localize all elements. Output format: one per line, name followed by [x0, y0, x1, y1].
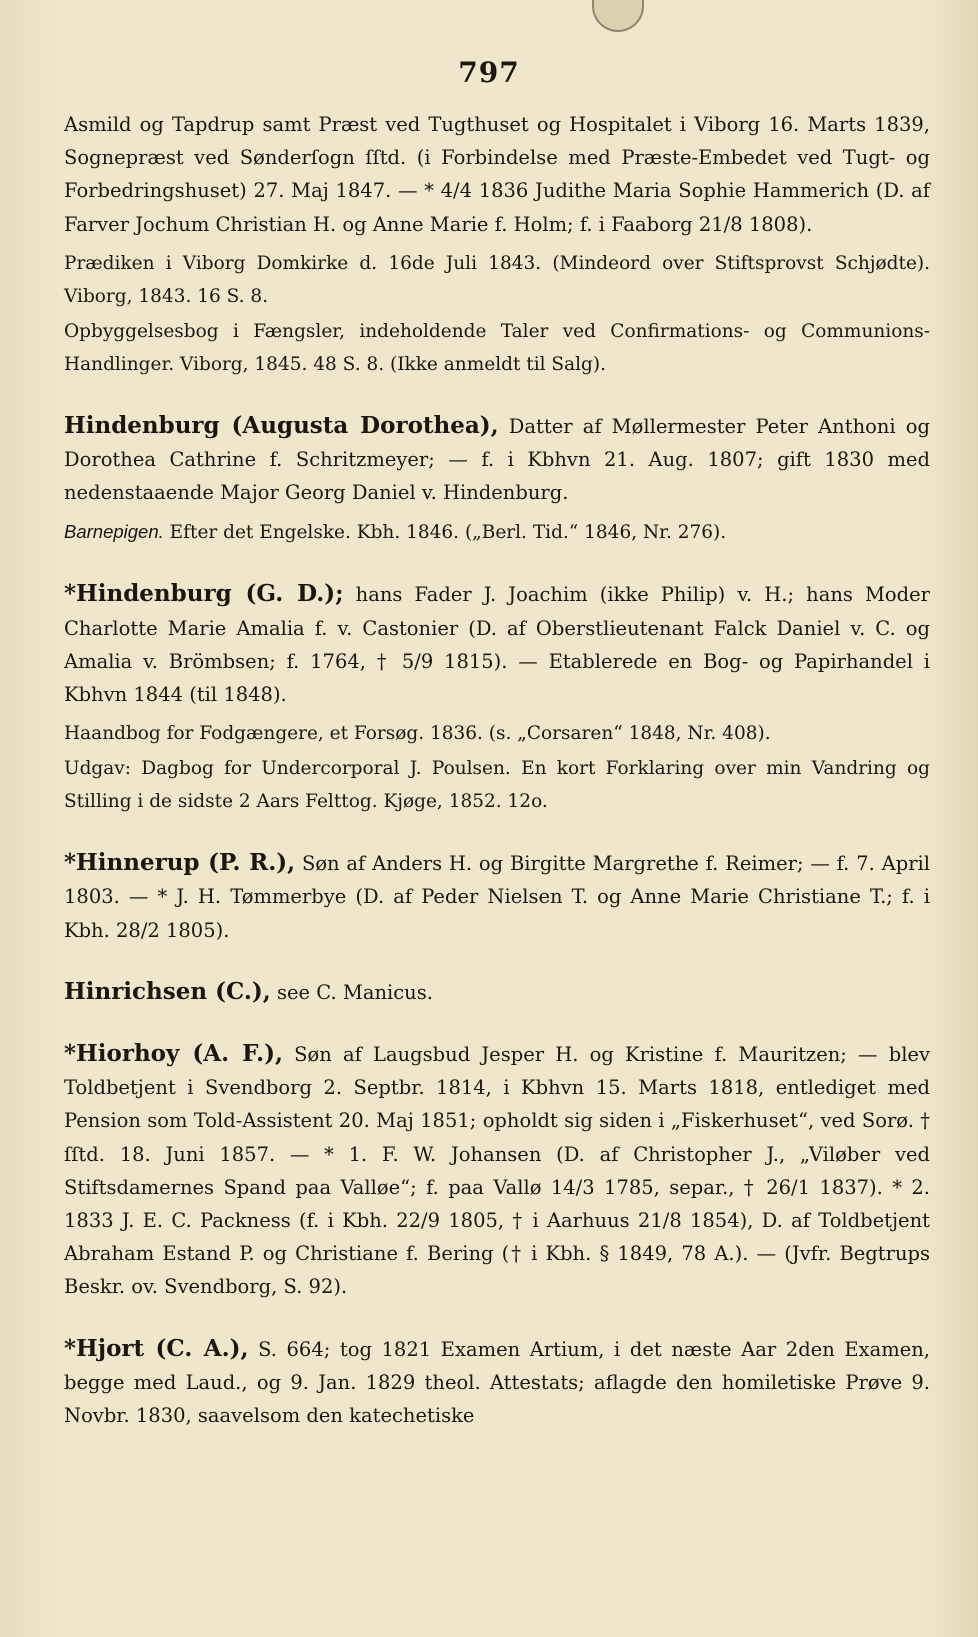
entry-text: hans Fader J. Joachim (ikke Philip) v. H.; hans Moder Charlotte Marie Amalia f. v. Castonier (D. af Oberstlieutenant Falck Daniel v. C. og Amalia v. Brömbsen; f. 1764, † 5/9 1815). — Etablerede en Bog- og Papirhandel i Kbhvn 1844 (til 1848). [64, 583, 930, 707]
entry-text: Søn af Laugsbud Jesper H. og Kristine f. Mauritzen; — blev Toldbetjent i Svendborg 2. Septbr. 1814, i Kbhvn 15. Marts 1818, entlediget med Pension som Told-Assistent 20. Maj 1851; opholdt sig siden i „Fiskerhuset“, ved Sorø. † ſſtd. 18. Juni 1857. — * 1. F. W. Johansen (D. af Christopher J., „Viløber ved Stiftsdamernes Spand paa Valløe“; f. paa Vallø 14/3 1785, separ., † 26/1 1837). * 2. 1833 J. E. C. Packness (f. i Kbh. 22/9 1805, † i Aarhuus 21/8 1854), D. af Toldbetjent Abraham Estand P. og Christiane f. Bering († i Kbh. § 1849, 78 A.). — (Jvfr. Begtrups Beskr. ov. Svendborg, S. 92). [64, 1043, 930, 1299]
entry-hammerich [64, 108, 930, 381]
entry-hinrichsen [64, 975, 930, 1009]
headword: *Hiorhoy (A. F.), [64, 1040, 283, 1068]
publication: Efter det Engelske. Kbh. 1846. („Berl. Tid.“ 1846, Nr. 276). [163, 522, 727, 544]
entry-text: see C. Manicus. [270, 980, 433, 1004]
page-number: 797 [458, 56, 520, 89]
headword: *Hjort (C. A.), [64, 1334, 249, 1362]
headword: *Hindenburg (G. D.); [64, 580, 344, 608]
entry-hjort [64, 1332, 930, 1433]
entry-text: Søn af Anders H. og Birgitte Margrethe f. Reimer; — f. 7. April 1803. — * J. H. Tømmerbye (D. af Peder Nielsen T. og Anne Marie Christiane T.; f. i Kbh. 28/2 1805). [64, 852, 930, 942]
headword: Hinrichsen (C.), [64, 977, 271, 1005]
headword: *Hinnerup (P. R.), [64, 849, 296, 877]
entry-hiorhoy [64, 1037, 930, 1304]
publication-title: Barnepigen. [64, 521, 164, 543]
publication: Prædiken i Viborg Domkirke d. 16de Juli 1843. (Mindeord over Stiftsprovst Schjødte). Viborg, 1843. 16 S. 8. [64, 252, 930, 307]
publication: Udgav: Dagbog for Undercorporal J. Poulsen. En kort Forklaring over min Vandring og Stilling i de sidste 2 Aars Felttog. Kjøge, 1852. 12o. [64, 758, 930, 813]
publication: Opbyggelsesbog i Fængsler, indeholdende Taler ved Confirmations- og Communions-Handlinger. Viborg, 1845. 48 S. 8. (Ikke anmeldt til Salg). [64, 320, 930, 375]
entry-text: S. 664; tog 1821 Examen Artium, i det næste Aar 2den Examen, begge med Laud., og 9. Jan. 1829 theol. Attestats; aflagde den homiletiske Prøve 9. Novbr. 1830, saavelsom den katechetiske [64, 1337, 930, 1428]
entry-hindenburg-gd [64, 577, 930, 818]
entry-hinnerup [64, 846, 930, 947]
headword: Hindenburg (Augusta Dorothea), [64, 411, 499, 439]
entry-text: Datter af Møllermester Peter Anthoni og Dorothea Cathrine f. Schritzmeyer; — f. i Kbhvn 21. Aug. 1807; gift 1830 med nedenstaaende Major Georg Daniel v. Hindenburg. [64, 414, 930, 505]
entry-hindenburg-augusta [64, 409, 930, 550]
entry-text: Asmild og Tapdrup samt Præst ved Tugthuset og Hospitalet i Viborg 16. Marts 1839, Sognepræst ved Sønderſogn ſſtd. (i Forbindelse med Præste-Embedet ved Tugt- og Forbedringshuset) 27. Maj 1847. — * 4/4 1836 Judithe Maria Sophie Hammerich (D. af Farver Jochum Christian H. og Anne Marie f. Holm; f. i Faaborg 21/8 1808). [64, 113, 930, 236]
publication: Haandbog for Fodgængere, et Forsøg. 1836. (s. „Corsaren“ 1848, Nr. 408). [64, 723, 771, 745]
page-tab-mark [592, 0, 644, 32]
